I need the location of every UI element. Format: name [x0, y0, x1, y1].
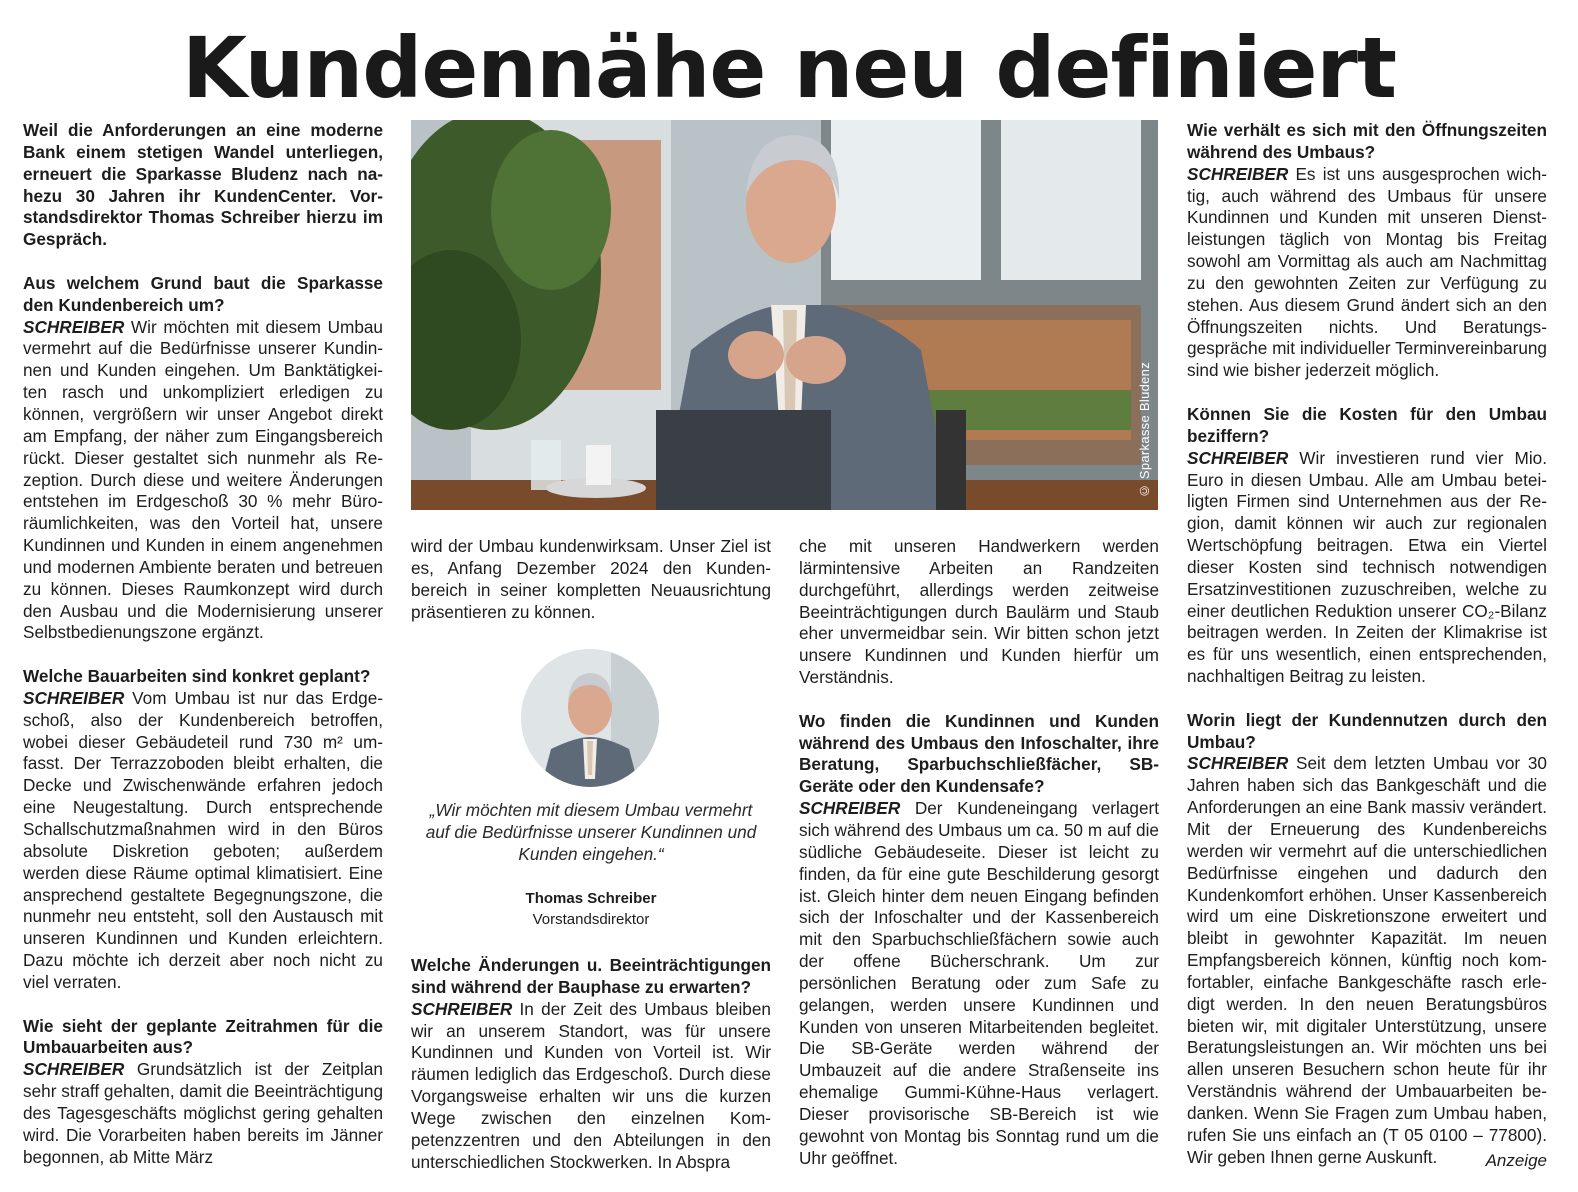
question-4: Welche Änderungen u. Beeinträchtigungen sind während der Bauphase zu erwarten? [411, 955, 771, 997]
answer-2-text: Vom Umbau ist nur das Erdgeschoß, also der Kundenbereich betroffen, wobei dieser Gebäudeteil rund 730 m² umfasst. Der Terrazzoboden bleibt erhalten, die Decke und Zwischenwände erfahren jedoch eine Neugestaltung. Durch entsprechende Schallschutzmaßnahmen wird in den Büros absolute Diskretion geboten; außerdem werden diese Räume optimal klimatisiert. Eine ansprechend gestaltete Begegnungszone, die nunmehr neu entsteht, soll den Austausch mit unseren Kundinnen und Kunden erleichtern. Dazu möchte ich derzeit aber noch nicht zu viel verraten. [23, 687, 383, 992]
ad-label: Anzeige [1485, 1151, 1547, 1170]
column-2-lower [411, 955, 771, 1173]
column-2 [411, 536, 771, 623]
answer-1 [23, 317, 383, 645]
answer-7 [1187, 448, 1547, 688]
answer-3-text: Grundsätzlich ist der Zeitplan sehr straff gehalten, damit die Beeinträchtigung des Tagesgeschäfts möglichst gering gehalten wird. Die Vorarbeiten haben bereits im Jänner begonnen, ab Mitte März [23, 1059, 383, 1167]
speaker-label: SCHREIBER [1187, 753, 1289, 774]
speaker-label: SCHREIBER [1187, 163, 1289, 184]
answer-6-text: Es ist uns ausgesprochen wichtig, auch während des Umbaus für unsere Kundinnen und Kunden mit unseren Dienstleistungen täglich von Montag bis Freitag sowohl am Vormittag als auch am Nachmittag zu den gewohnten Zeiten zur Verfügung zu stehen. Aus diesem Grund ändert sich an den Öffnungszeiten nichts. Und Beratungsgespräche mit individueller Terminvereinbarung sind wie bisher jederzeit möglich. [1187, 163, 1547, 381]
answer-6 [1187, 164, 1547, 382]
question-1: Aus welchem Grund baut die Sparkasse den Kundenbereich um? [23, 272, 383, 315]
speaker-label: SCHREIBER [23, 1059, 125, 1080]
column-3-continuation: che mit unseren Handwerkern werden lärmintensive Arbeiten an Randzeiten durchgeführt, allerdings werden zeitweise Beeinträchtigungen durch Baulärm und Staub eher unvermeidbar sein. Wir bitten schon jetzt unsere Kundinnen und Kunden hierfür um Verständnis. [799, 536, 1159, 688]
answer-8 [1187, 753, 1547, 1168]
column-3 [799, 536, 1159, 1169]
question-8: Worin liegt der Kundennutzen durch den Umbau? [1187, 709, 1547, 752]
question-2: Welche Bauarbeiten sind konkret geplant? [23, 666, 371, 687]
pull-quote-text: „Wir möchten mit diesem Umbau vermehrt auf die Bedürfnisse unserer Kundinnen und Kunden eingehen.“ [425, 800, 757, 864]
interview-photo [411, 120, 1158, 510]
question-6: Wie verhält es sich mit den Öffnungszeiten während des Umbaus? [1187, 120, 1547, 162]
intro-paragraph: Weil die Anforderungen an eine moderne Bank einem stetigen Wandel unterliegen, erneuert die Sparkasse Bludenz nach nahezu 30 Jahren ihr KundenCenter. Vorstandsdirektor Thomas Schreiber hierzu im Gespräch. [23, 120, 383, 250]
answer-4-text: In der Zeit des Umbaus bleiben wir an unserem Standort, was für unsere Kundinnen und Kunden von Vorteil ist. Wir räumen lediglich das Erdgeschoß. Durch diese Vorgangsweise erhalten wir uns die kurzen Wege zwischen den einzelnen Kompetenzzentren und den Abteilungen in den unterschiedlichen Stockwerken. In Abspra [411, 998, 771, 1172]
column-1 [23, 120, 383, 1169]
portrait-photo [521, 649, 659, 787]
photo-credit: © Sparkasse Bludenz [1137, 361, 1152, 498]
pull-quote-name: Thomas Schreiber [525, 889, 657, 907]
column-4 [1187, 120, 1547, 1169]
answer-3 [23, 1059, 383, 1168]
question-5: Wo finden die Kundinnen und Kunden während des Umbaus den Infoschalter, ihre Beratung, Sparbuchschließfächer, SB-Geräte oder den Kundensafe? [799, 710, 1159, 797]
answer-5 [799, 798, 1159, 1169]
pull-quote [411, 800, 771, 930]
column-2-continuation: wird der Umbau kundenwirksam. Unser Ziel ist es, Anfang Dezember 2024 den Kundenbereich in seiner kompletten Neuausrichtung präsentieren zu können. [411, 536, 771, 622]
speaker-label: SCHREIBER [23, 316, 125, 337]
question-3: Wie sieht der geplante Zeitrahmen für die Umbauarbeiten aus? [23, 1015, 383, 1058]
headline: Kundennähe neu definiert [181, 19, 1396, 117]
speaker-label: SCHREIBER [1187, 447, 1289, 468]
answer-7-text: Wir investieren rund vier Mio. Euro in diesen Umbau. Alle am Umbau beteiligten Firmen sind Unternehmen aus der Region, damit können wir auch zur regionalen Wertschöpfung beitragen. Etwa ein Viertel dieser Kosten sind technisch notwendigen Ersatzinvestitionen zuzuschreiben, welche zu einer deutlichen Reduktion unserer CO₂-Bilanz beitragen werden. In Zeiten der Klimakrise ist es für uns wesentlich, einen entsprechenden, nachhaltigen Beitrag zu leisten. [1187, 447, 1547, 687]
answer-5-text: Der Kundeneingang verlagert sich während des Umbaus um ca. 50 m auf die südliche Gebäudeseite. Dieser ist leicht zu finden, da für eine gute Beschilderung gesorgt ist. Gleich hinter dem neuen Eingang befinden sich der Infoschalter und der Kassenbereich mit den Sparbuchschließfächern sowie auch der offene Bücherschrank. Um zur persönlichen Beratung oder zum Safe zu gelangen, werden unsere Kundinnen und Kunden von unseren Mitarbeitenden begleitet. Die SB-Geräte werden während der Umbauzeit auf die andere Straßenseite ins ehemalige Gummi-Kühne-Haus verlagert. Dieser provisorische SB-Bereich ist wie gewohnt von Montag bis Sonntag rund um die Uhr geöffnet. [799, 798, 1159, 1168]
speaker-label: SCHREIBER [411, 998, 513, 1019]
answer-4 [411, 999, 771, 1174]
speaker-label: SCHREIBER [799, 798, 901, 819]
speaker-label: SCHREIBER [23, 687, 125, 708]
answer-2 [23, 688, 383, 994]
pull-quote-role: Vorstandsdirektor [532, 910, 650, 928]
question-7: Können Sie die Kosten für den Umbau beziffern? [1187, 403, 1547, 446]
answer-1-text: Wir möchten mit diesem Umbau vermehrt auf die Bedürfnisse unserer Kundinnen und Kunden eingehen. Um Banktätigkeiten rasch und unkompliziert erledigen zu können, vergrößern wir unser Angebot direkt am Empfang, der näher zum Eingangsbereich rückt. Dieser gestaltet sich nunmehr als Rezeption. Durch diese und weitere Änderungen entstehen im Erdgeschoß 30 % mehr Büroräumlichkeiten, was den Vorteil hat, unsere Kundinnen und Kunden in einem angenehmen und modernen Ambiente beraten und betreuen zu können. Dieses Raumkonzept wird durch den Ausbau und die Modernisierung unserer Selbstbedienungszone ergänzt. [23, 316, 383, 643]
answer-8-text: Seit dem letzten Umbau vor 30 Jahren haben sich das Bankgeschäft und die Anforderungen an eine Bank massiv verändert. Mit der Erneuerung des Kundenbereichs werden wir vermehrt auf die unterschiedlichen Bedürfnisse eingehen und dadurch den Kundenkomfort erhöhen. Unser Kassenbereich wird um eine Diskretionszone erweitert und bleibt in gewohnter Kapazität. Im neuen Empfangsbereich können, künftig noch komfortabler, einfache Bankgeschäfte rasch erledigt werden. In den neuen Beratungsbüros bieten wir, mit digitaler Unterstützung, unsere Beratungsleistungen an. Wir möchten uns bei allen unseren Besuchern schon heute für ihr Verständnis während der Umbauarbeiten bedanken. Wenn Sie Fragen zum Umbau haben, rufen Sie uns einfach an (T 05 0100 – 77800). Wir geben Ihnen gerne Auskunft. [1187, 753, 1547, 1167]
